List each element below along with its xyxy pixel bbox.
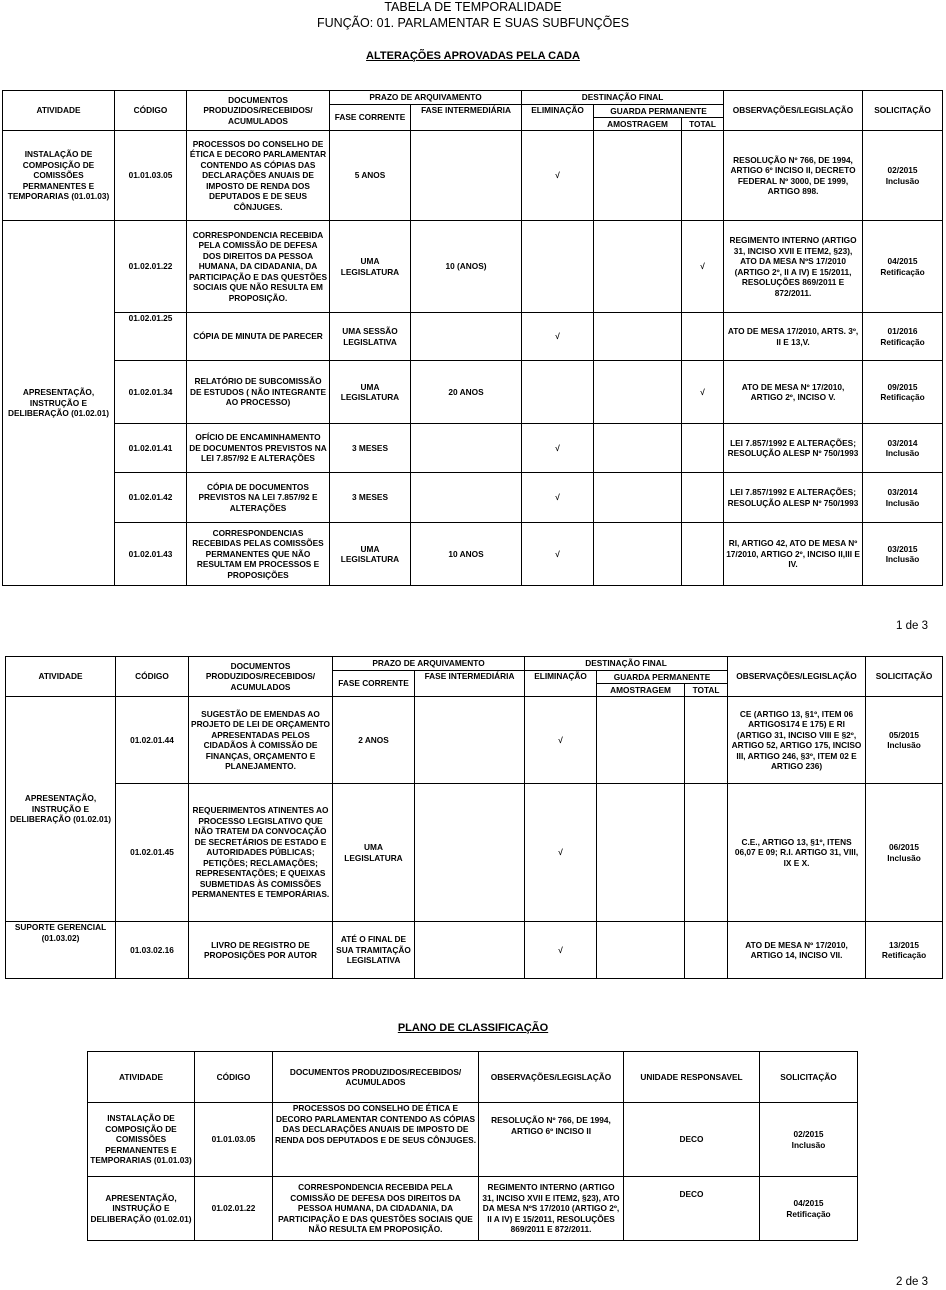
cell-observacoes: RI, ARTIGO 42, ATO DE MESA Nº 17/2010, ARTIGO 2º, INCISO II,III E IV. <box>724 523 863 586</box>
cell-solicitacao <box>863 131 943 221</box>
cell-solicitacao <box>760 1103 858 1177</box>
cell-solicitacao <box>863 313 943 361</box>
cell-solicitacao <box>863 424 943 473</box>
cell-codigo: 01.01.03.05 <box>195 1103 273 1177</box>
cell-eliminacao: √ <box>525 784 597 922</box>
th-unidade: UNIDADE RESPONSAVEL <box>624 1052 760 1103</box>
doc-title: TABELA DE TEMPORALIDADE <box>384 0 562 14</box>
sol-number: 03/2015 <box>887 543 918 554</box>
cell-total <box>682 473 724 523</box>
th-fase-corrente: FASE CORRENTE <box>330 105 411 131</box>
sol-type: Inclusão <box>885 554 920 564</box>
cell-solicitacao <box>760 1177 858 1241</box>
th-guarda: GUARDA PERMANENTE <box>597 671 728 684</box>
sol-type: Retificação <box>881 950 927 960</box>
table-row <box>3 221 943 313</box>
th-documentos: DOCUMENTOS PRODUZIDOS/RECEBIDOS/ ACUMULADOS <box>187 91 330 131</box>
cell-fase-corrente: 3 MESES <box>330 473 411 523</box>
cell-observacoes: C.E., ARTIGO 13, §1º, ITENS 06,07 E 09; R.I. ARTIGO 31, VIII, IX E X. <box>728 784 866 922</box>
cell-fase-intermediaria <box>415 784 525 922</box>
sol-type: Inclusão <box>791 1139 826 1150</box>
cell-solicitacao <box>863 221 943 313</box>
section-title: ALTERAÇÕES APROVADAS PELA CADA <box>366 50 580 62</box>
cell-solicitacao <box>863 523 943 586</box>
cell-atividade: INSTALAÇÃO DE COMPOSIÇÃO DE COMISSÕES PERMANENTES E TEMPORARIAS (01.01.03) <box>3 131 115 221</box>
th-observacoes: OBSERVAÇÕES/LEGISLAÇÃO <box>724 91 863 131</box>
cell-codigo: 01.02.01.25 <box>115 313 187 361</box>
th-observacoes: OBSERVAÇÕES/LEGISLAÇÃO <box>728 657 866 697</box>
cell-fase-intermediaria: 10 (ANOS) <box>411 221 522 313</box>
sol-type: Inclusão <box>885 448 920 458</box>
cell-fase-corrente: UMA LEGISLATURA <box>330 361 411 424</box>
cell-fase-corrente: 3 MESES <box>330 424 411 473</box>
sol-number: 04/2015 <box>793 1198 824 1208</box>
cell-amostragem <box>594 131 682 221</box>
cell-amostragem <box>594 473 682 523</box>
cell-solicitacao <box>866 697 943 784</box>
cell-codigo: 01.02.01.42 <box>115 473 187 523</box>
cell-documento: CÓPIA DE DOCUMENTOS PREVISTOS NA LEI 7.857/92 E ALTERAÇÕES <box>187 473 330 523</box>
cell-documento: CORRESPONDENCIAS RECEBIDAS PELAS COMISSÕES PERMANENTES QUE NÃO RESULTAM EM PROCESSOS E PROPOSIÇÕES <box>187 523 330 586</box>
sol-type: Retificação <box>880 336 925 347</box>
cell-documento: CORRESPONDENCIA RECEBIDA PELA COMISSÃO DE DEFESA DOS DIREITOS DA PESSOA HUMANA, DA CIDADANIA, DA PARTICIPAÇÃO E DAS QUESTÕES SOCIAIS QUE NÃO RESULTA EM PROPOSIÇÃO. <box>273 1177 479 1241</box>
th-total: TOTAL <box>682 118 724 131</box>
cell-eliminacao <box>522 221 594 313</box>
cell-atividade: APRESENTAÇÃO, INSTRUÇÃO E DELIBERAÇÃO (01.02.01) <box>3 221 115 586</box>
cell-fase-intermediaria <box>411 424 522 473</box>
th-fase-corrente: FASE CORRENTE <box>333 671 415 697</box>
table-row <box>3 424 943 473</box>
table-row <box>3 131 943 221</box>
cell-total <box>682 424 724 473</box>
table-row <box>88 1103 858 1177</box>
sol-number: 03/2014 <box>887 437 918 448</box>
th-atividade: ATIVIDADE <box>6 657 116 697</box>
cell-total <box>685 784 728 922</box>
page-number: 1 de 3 <box>896 620 928 632</box>
cell-amostragem <box>594 424 682 473</box>
cell-fase-intermediaria <box>411 313 522 361</box>
cell-atividade: SUPORTE GERENCIAL (01.03.02) <box>6 922 116 979</box>
table-row <box>88 1177 858 1241</box>
table-row <box>3 313 943 361</box>
cell-documento: CÓPIA DE MINUTA DE PARECER <box>187 313 330 361</box>
cell-fase-corrente: UMA LEGISLATURA <box>330 221 411 313</box>
sol-number: 02/2015 <box>887 165 918 175</box>
sol-type: Inclusão <box>885 497 920 508</box>
cell-observacoes: LEI 7.857/1992 E ALTERAÇÕES; RESOLUÇÃO ALESP Nº 750/1993 <box>724 424 863 473</box>
th-codigo: CÓDIGO <box>195 1052 273 1103</box>
cell-total <box>682 131 724 221</box>
table-row <box>6 922 943 979</box>
cell-observacoes: LEI 7.857/1992 E ALTERAÇÕES; RESOLUÇÃO ALESP Nº 750/1993 <box>724 473 863 523</box>
cell-eliminacao: √ <box>522 523 594 586</box>
th-atividade: ATIVIDADE <box>3 91 115 131</box>
cell-eliminacao <box>522 361 594 424</box>
temporality-table-1 <box>2 90 943 586</box>
th-prazo: PRAZO DE ARQUIVAMENTO <box>333 657 525 671</box>
th-codigo: CÓDIGO <box>115 91 187 131</box>
doc-subtitle: FUNÇÃO: 01. PARLAMENTAR E SUAS SUBFUNÇÕES <box>316 16 630 30</box>
cell-atividade: APRESENTAÇÃO, INSTRUÇÃO E DELIBERAÇÃO (01.02.01) <box>6 697 116 922</box>
sol-type: Retificação <box>880 392 925 402</box>
cell-amostragem <box>597 922 685 979</box>
th-documentos: DOCUMENTOS PRODUZIDOS/RECEBIDOS/ ACUMULADOS <box>273 1052 479 1103</box>
th-total: TOTAL <box>685 684 728 697</box>
cell-fase-corrente: UMA SESSÃO LEGISLATIVA <box>330 313 411 361</box>
cell-total: √ <box>682 361 724 424</box>
th-destinacao: DESTINAÇÃO FINAL <box>522 91 724 105</box>
table-row <box>6 697 943 784</box>
cell-total <box>685 922 728 979</box>
cell-fase-intermediaria <box>415 697 525 784</box>
cell-codigo: 01.02.01.22 <box>195 1177 273 1241</box>
cell-documento: PROCESSOS DO CONSELHO DE ÉTICA E DECORO PARLAMENTAR CONTENDO AS CÓPIAS DAS DECLARAÇÕES ANUAIS DE IMPOSTO DE RENDA DOS DEPUTADOS E DE SEUS CÔNJUGES. <box>273 1103 479 1177</box>
cell-eliminacao: √ <box>522 131 594 221</box>
cell-codigo: 01.01.03.05 <box>115 131 187 221</box>
cell-documento: SUGESTÃO DE EMENDAS AO PROJETO DE LEI DE ORÇAMENTO APRESENTADAS PELOS CIDADÃOS À COMISSÃO DE FINANÇAS, ORÇAMENTO E PLANEJAMENTO. <box>189 697 333 784</box>
th-eliminacao: ELIMINAÇÃO <box>525 671 597 697</box>
cell-documento: PROCESSOS DO CONSELHO DE ÉTICA E DECORO PARLAMENTAR CONTENDO AS CÓPIAS DAS DECLARAÇÕES ANUAIS DE IMPOSTO DE RENDA DOS DEPUTADOS E DE SEUS CÔNJUGES. <box>187 131 330 221</box>
classification-table <box>87 1051 858 1241</box>
temporality-table-2 <box>5 656 943 979</box>
th-solicitacao: SOLICITAÇÃO <box>866 657 943 697</box>
cell-eliminacao: √ <box>522 313 594 361</box>
th-amostragem: AMOSTRAGEM <box>594 118 682 131</box>
sol-type: Inclusão <box>887 852 921 863</box>
sol-type: Inclusão <box>885 175 920 186</box>
th-observacoes: OBSERVAÇÕES/LEGISLAÇÃO <box>479 1052 624 1103</box>
cell-solicitacao <box>866 922 943 979</box>
cell-atividade: INSTALAÇÃO DE COMPOSIÇÃO DE COMISSÕES PERMANENTES E TEMPORARIAS (01.01.03) <box>88 1103 195 1177</box>
cell-documento: RELATÓRIO DE SUBCOMISSÃO DE ESTUDOS ( NÃO INTEGRANTE AO PROCESSO) <box>187 361 330 424</box>
th-guarda: GUARDA PERMANENTE <box>594 105 724 118</box>
cell-total: √ <box>682 221 724 313</box>
cell-observacoes: RESOLUÇÃO Nº 766, DE 1994, ARTIGO 6º INCISO II <box>479 1103 624 1177</box>
cell-observacoes: REGIMENTO INTERNO (ARTIGO 31, INCISO XVII E ITEM2, §23), ATO DA MESA NºS 17/2010 (ARTIGO 2º, II A IV) E 15/2011, RESOLUÇÕES 869/2011 E 872/2011. <box>479 1177 624 1241</box>
sol-type: Retificação <box>880 266 925 277</box>
cell-eliminacao: √ <box>522 473 594 523</box>
cell-total <box>682 313 724 361</box>
th-codigo: CÓDIGO <box>116 657 189 697</box>
sol-number: 02/2015 <box>793 1129 824 1139</box>
cell-amostragem <box>594 313 682 361</box>
cell-unidade: DECO <box>624 1103 760 1177</box>
cell-codigo: 01.03.02.16 <box>116 922 189 979</box>
sol-number: 13/2015 <box>889 939 920 950</box>
cell-fase-corrente: UMA LEGISLATURA <box>330 523 411 586</box>
cell-amostragem <box>594 221 682 313</box>
th-documentos: DOCUMENTOS PRODUZIDOS/RECEBIDOS/ ACUMULADOS <box>189 657 333 697</box>
cell-solicitacao <box>863 473 943 523</box>
cell-documento: OFÍCIO DE ENCAMINHAMENTO DE DOCUMENTOS PREVISTOS NA LEI 7.857/92 E ALTERAÇÕES <box>187 424 330 473</box>
cell-eliminacao: √ <box>525 697 597 784</box>
cell-fase-intermediaria <box>415 922 525 979</box>
th-amostragem: AMOSTRAGEM <box>597 684 685 697</box>
cell-fase-intermediaria <box>411 131 522 221</box>
cell-codigo: 01.02.01.43 <box>115 523 187 586</box>
cell-codigo: 01.02.01.34 <box>115 361 187 424</box>
cell-observacoes: RESOLUÇÃO Nº 766, DE 1994, ARTIGO 6º INCISO II, DECRETO FEDERAL Nº 3000, DE 1999, ARTIGO 898. <box>724 131 863 221</box>
cell-unidade: DECO <box>624 1177 760 1241</box>
cell-atividade: APRESENTAÇÃO, INSTRUÇÃO E DELIBERAÇÃO (01.02.01) <box>88 1177 195 1241</box>
cell-amostragem <box>594 361 682 424</box>
cell-codigo: 01.02.01.41 <box>115 424 187 473</box>
th-atividade: ATIVIDADE <box>88 1052 195 1103</box>
table-row <box>3 523 943 586</box>
cell-total <box>685 697 728 784</box>
cell-codigo: 01.02.01.45 <box>116 784 189 922</box>
cell-observacoes: REGIMENTO INTERNO (ARTIGO 31, INCISO XVII E ITEM2, §23), ATO DA MESA NºS 17/2010 (ARTIGO 2º, II A IV) E 15/2011, RESOLUÇÕES 869/2011 E 872/2011. <box>724 221 863 313</box>
sol-number: 01/2016 <box>887 326 918 336</box>
cell-total <box>682 523 724 586</box>
cell-eliminacao: √ <box>522 424 594 473</box>
table-row <box>6 784 943 922</box>
cell-codigo: 01.02.01.44 <box>116 697 189 784</box>
cell-fase-corrente: UMA LEGISLATURA <box>333 784 415 922</box>
sol-number: 06/2015 <box>889 842 920 852</box>
sol-number: 03/2014 <box>887 487 918 497</box>
cell-fase-corrente: 5 ANOS <box>330 131 411 221</box>
cell-fase-corrente: 2 ANOS <box>333 697 415 784</box>
th-fase-intermediaria: FASE INTERMEDIÁRIA <box>415 671 525 697</box>
cell-eliminacao: √ <box>525 922 597 979</box>
cell-amostragem <box>594 523 682 586</box>
sol-number: 09/2015 <box>887 381 918 392</box>
page-number: 2 de 3 <box>896 1276 928 1288</box>
cell-documento: LIVRO DE REGISTRO DE PROPOSIÇÕES POR AUTOR <box>189 922 333 979</box>
th-destinacao: DESTINAÇÃO FINAL <box>525 657 728 671</box>
cell-documento: CORRESPONDENCIA RECEBIDA PELA COMISSÃO DE DEFESA DOS DIREITOS DA PESSOA HUMANA, DA CIDADANIA, DA PARTICIPAÇÃO E DAS QUESTÕES SOCIAIS QUE NÃO RESULTA EM PROPOSIÇÃO. <box>187 221 330 313</box>
cell-observacoes: ATO DE MESA Nº 17/2010, ARTIGO 2º, INCISO V. <box>724 361 863 424</box>
sol-type: Inclusão <box>887 740 921 750</box>
th-eliminacao: ELIMINAÇÃO <box>522 105 594 131</box>
th-solicitacao: SOLICITAÇÃO <box>760 1052 858 1103</box>
cell-amostragem <box>597 784 685 922</box>
cell-amostragem <box>597 697 685 784</box>
cell-observacoes: CE (ARTIGO 13, §1º, ITEM 06 ARTIGOS174 E 175) E RI (ARTIGO 31, INCISO VIII E §2º, ARTIGO 52, ARTIGO 175, INCISO III, ARTIGO 246, §3º, ITEM 02 E ARTIGO 236) <box>728 697 866 784</box>
table-row <box>3 361 943 424</box>
cell-fase-intermediaria: 10 ANOS <box>411 523 522 586</box>
sol-number: 05/2015 <box>889 729 920 740</box>
sol-type: Retificação <box>786 1208 831 1219</box>
cell-observacoes: ATO DE MESA Nº 17/2010, ARTIGO 14, INCISO VII. <box>728 922 866 979</box>
cell-observacoes: ATO DE MESA 17/2010, ARTS. 3º, II E 13,V. <box>724 313 863 361</box>
cell-fase-intermediaria: 20 ANOS <box>411 361 522 424</box>
th-prazo: PRAZO DE ARQUIVAMENTO <box>330 91 522 105</box>
sol-number: 04/2015 <box>887 256 918 266</box>
cell-documento: REQUERIMENTOS ATINENTES AO PROCESSO LEGISLATIVO QUE NÃO TRATEM DA CONVOCAÇÃO DE SECRETÁRIOS DE ESTADO E AUTORIDADES PÚBLICAS; PETIÇÕES; RECLAMAÇÕES; REPRESENTAÇÕES; E QUEIXAS SUBMETIDAS ÀS COMISSÕES PERMANENTES E TEMPORÁRIAS. <box>189 784 333 922</box>
th-solicitacao: SOLICITAÇÃO <box>863 91 943 131</box>
cell-codigo: 01.02.01.22 <box>115 221 187 313</box>
cell-solicitacao <box>866 784 943 922</box>
cell-fase-intermediaria <box>411 473 522 523</box>
th-fase-intermediaria: FASE INTERMEDIÁRIA <box>411 105 522 131</box>
table-row <box>3 473 943 523</box>
cell-fase-corrente: ATÉ O FINAL DE SUA TRAMITAÇÃO LEGISLATIVA <box>333 922 415 979</box>
cell-solicitacao <box>863 361 943 424</box>
section2-title: PLANO DE CLASSIFICAÇÃO <box>397 1022 549 1034</box>
